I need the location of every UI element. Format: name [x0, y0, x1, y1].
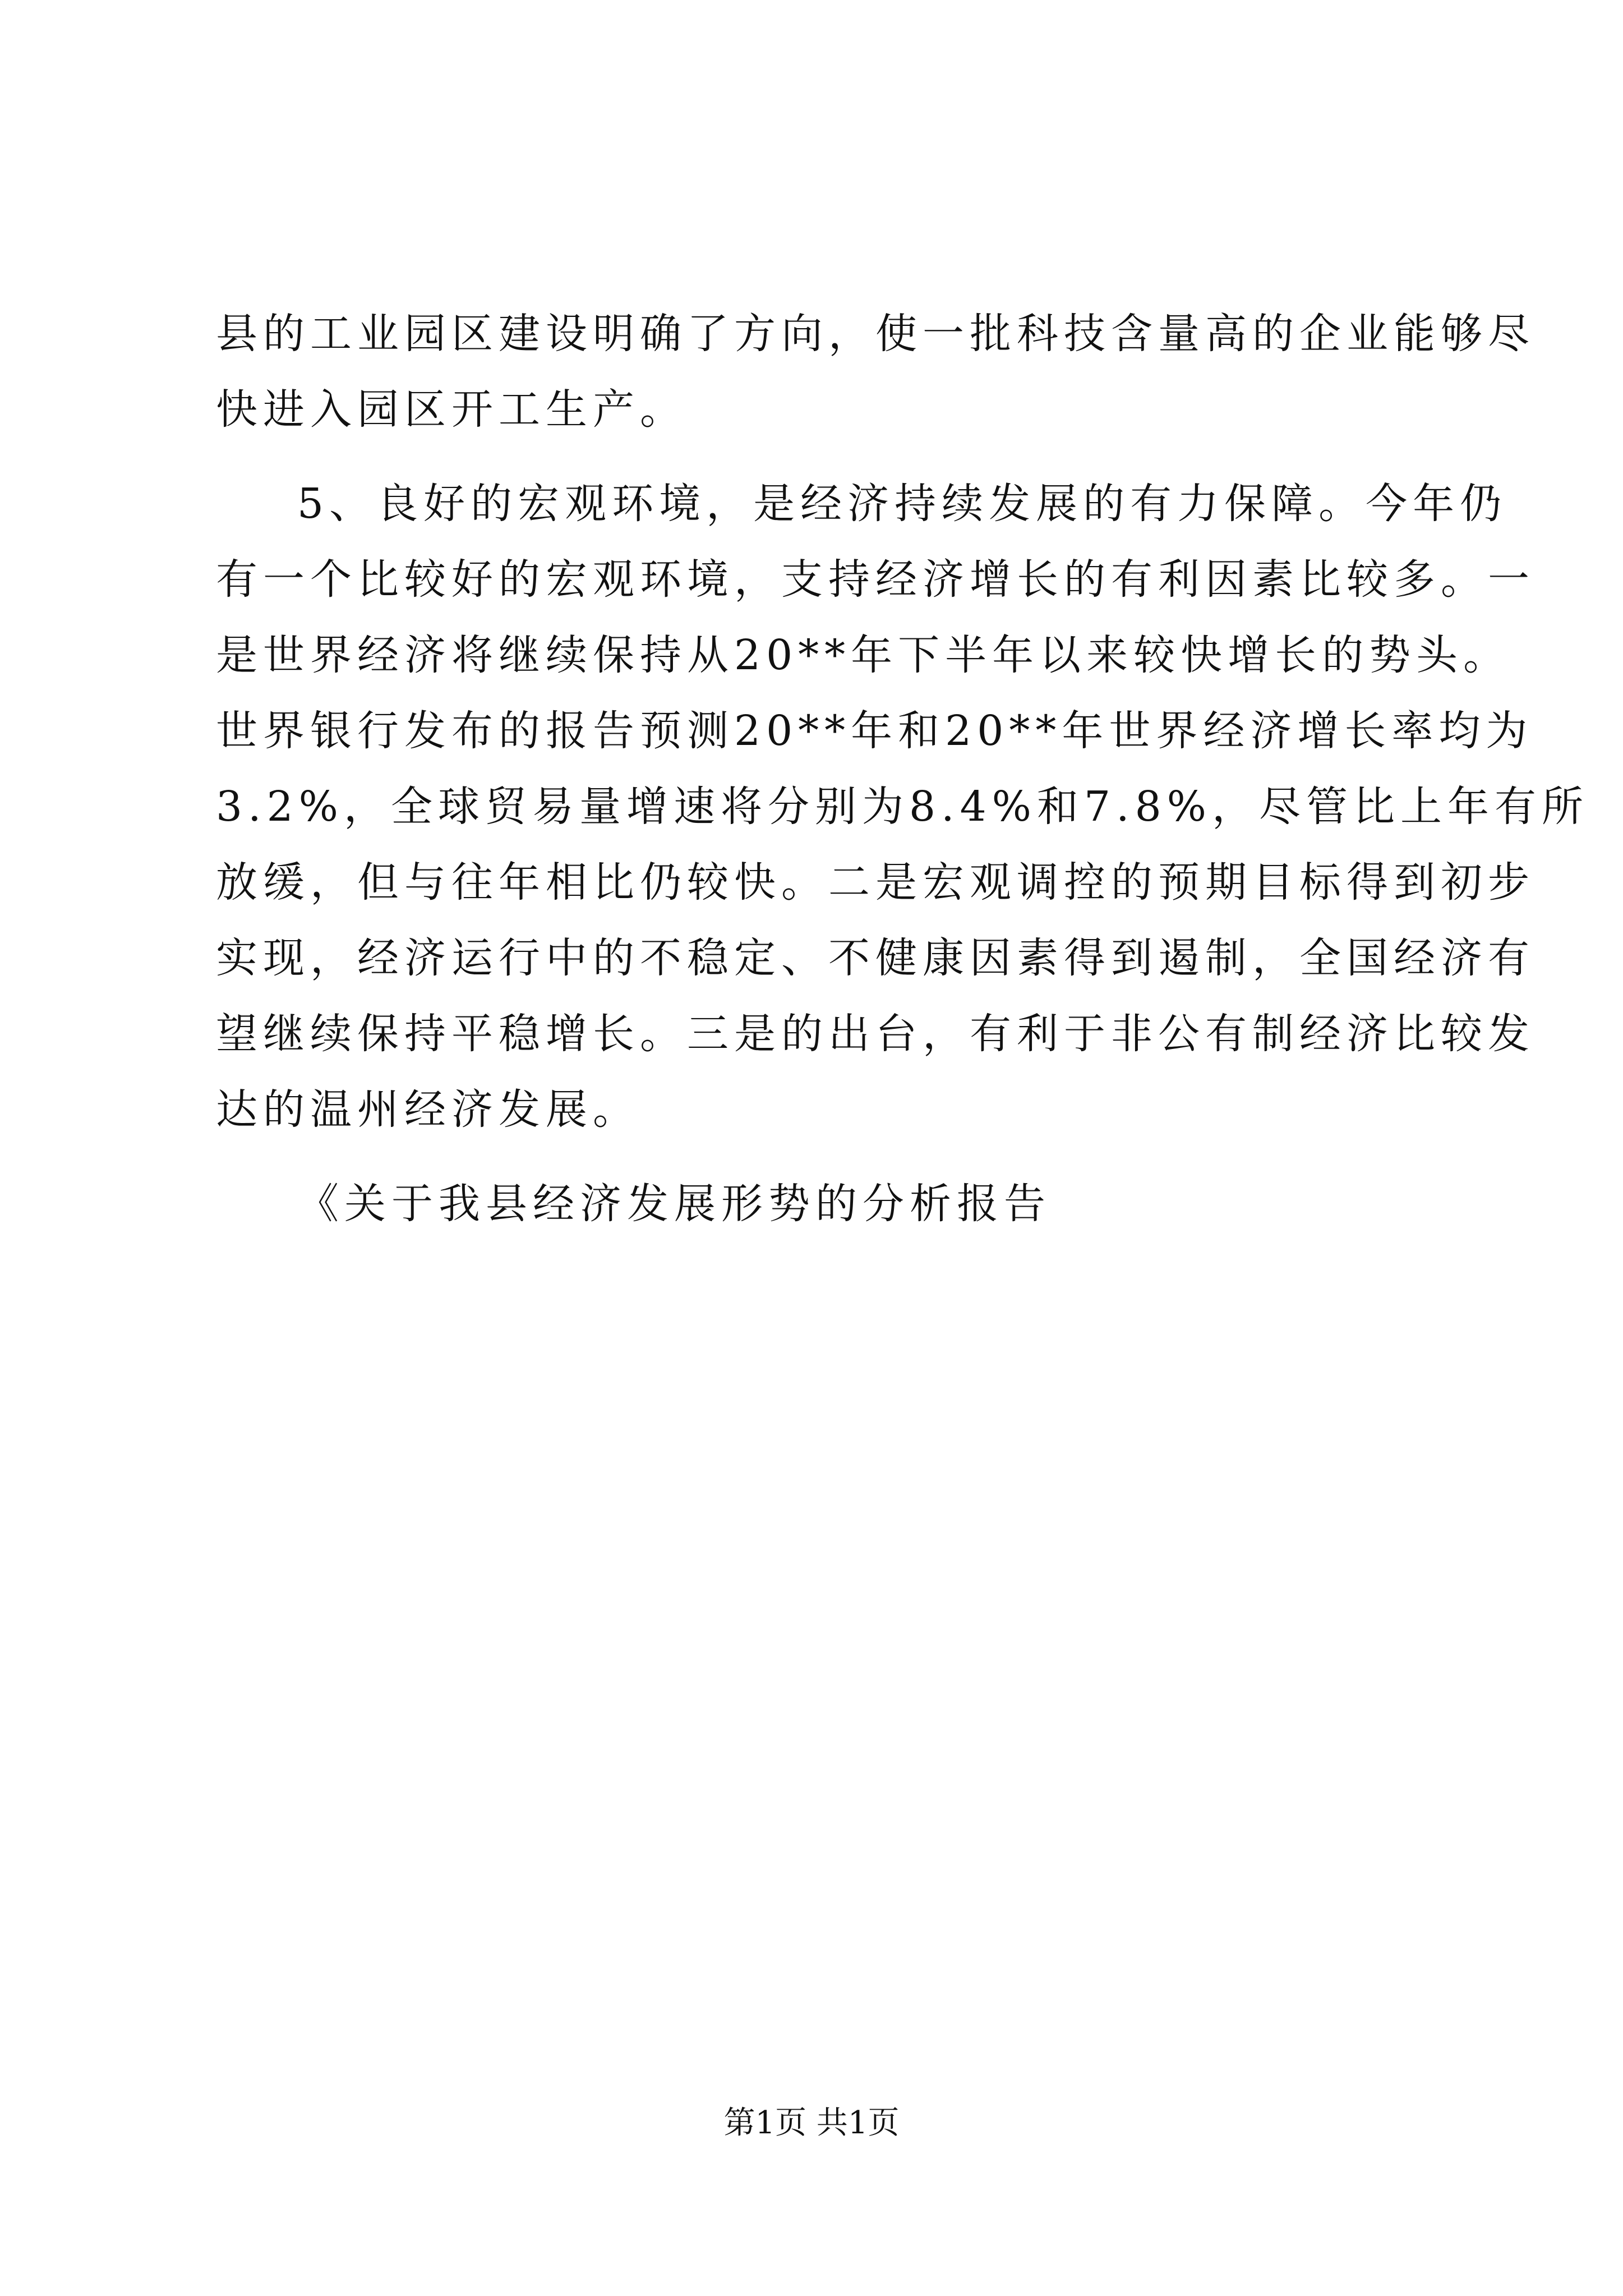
page-number-footer: 第1页 共1页 [723, 2105, 900, 2141]
paragraph-continuation-line-2: 快进入园区开工生产。 [216, 385, 687, 434]
paragraph-5-line-6: 放缓，但与往年相比仍较快。二是宏观调控的预期目标得到初步 [216, 858, 1535, 907]
paragraph-5-line-9: 达的温州经济发展。 [216, 1085, 640, 1134]
paragraph-5-line-2: 有一个比较好的宏观环境，支持经济增长的有利因素比较多。一 [216, 555, 1535, 604]
paragraph-5-line-7: 实现，经济运行中的不稳定、不健康因素得到遏制，全国经济有 [216, 934, 1535, 982]
paragraph-5-line-5: 3.2%，全球贸易量增速将分别为8.4%和7.8%，尽管比上年有所 [216, 783, 1589, 831]
paragraph-continuation-line-1: 县的工业园区建设明确了方向，使一批科技含量高的企业能够尽 [216, 310, 1535, 358]
paragraph-5-line-8: 望继续保持平稳增长。三是的出台，有利于非公有制经济比较发 [216, 1010, 1535, 1058]
paragraph-5-line-3: 是世界经济将继续保持从20**年下半年以来较快增长的势头。 [216, 631, 1511, 679]
closing-title: 《关于我县经济发展形势的分析报告 [297, 1180, 1051, 1228]
paragraph-5-line-4: 世界银行发布的报告预测20**年和20**年世界经济增长率均为 [216, 707, 1533, 755]
paragraph-5-line-1: 5、良好的宏观环境，是经济持续发展的有力保障。今年仍 [297, 480, 1507, 528]
